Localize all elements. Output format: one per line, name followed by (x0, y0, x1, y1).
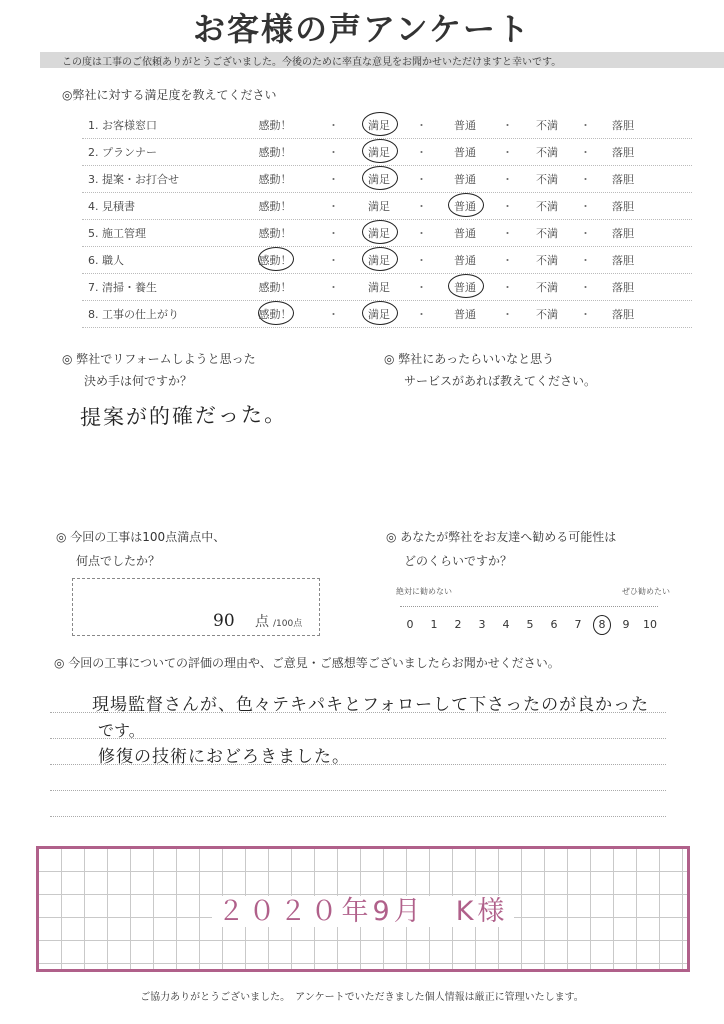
footer-note: ご協力ありがとうございました。 アンケートでいただきました個人情報は厳正に管理いたします。 (140, 992, 584, 1003)
row-label: 1. お客様窓口 (88, 119, 157, 132)
option-separator: ・ (416, 281, 427, 294)
rating-option[interactable]: 普通 (454, 254, 476, 267)
satisfaction-row (82, 139, 692, 166)
rating-option[interactable]: 満足 (354, 171, 404, 187)
rating-option[interactable]: 落胆 (612, 281, 634, 294)
option-separator: ・ (328, 254, 339, 267)
row-label: 4. 見積書 (88, 200, 135, 213)
option-separator: ・ (416, 173, 427, 186)
rating-option[interactable]: 感動！ (258, 227, 292, 240)
comment-line-1: 現場監督さんが、色々テキパキとフォローして下さったのが良かった (92, 695, 650, 715)
option-separator: ・ (502, 254, 513, 267)
rating-option[interactable]: 不満 (536, 254, 558, 267)
option-separator: ・ (580, 173, 591, 186)
row-label: 7. 清掃・養生 (88, 281, 157, 294)
scale-option[interactable]: 4 (502, 618, 510, 631)
comment-line-2: です。 (98, 721, 145, 740)
option-separator: ・ (416, 254, 427, 267)
row-label: 5. 施工管理 (88, 227, 146, 240)
comment-line-3: 修復の技術におどろきました。 (98, 747, 350, 767)
answer-line (50, 790, 666, 791)
option-separator: ・ (580, 227, 591, 240)
rating-option[interactable]: 満足 (354, 252, 404, 268)
satisfaction-row (82, 247, 692, 274)
rating-option[interactable]: 不満 (536, 146, 558, 159)
row-label: 6. 職人 (88, 254, 124, 267)
row-label: 3. 提案・お打合せ (88, 173, 179, 186)
option-separator: ・ (580, 254, 591, 267)
scale-line (400, 606, 658, 607)
scale-option[interactable]: 3 (478, 618, 486, 631)
rating-option[interactable]: 落胆 (612, 119, 634, 132)
option-separator: ・ (502, 146, 513, 159)
option-separator: ・ (580, 308, 591, 321)
option-separator: ・ (416, 119, 427, 132)
recommend-question-line2: どのくらいですか？ (404, 554, 513, 568)
scale-option[interactable]: 6 (550, 618, 558, 631)
rating-option[interactable]: 感動！ (258, 281, 292, 294)
answer-line (50, 816, 666, 817)
scale-option[interactable]: 1 (430, 618, 438, 631)
row-label: 8. 工事の仕上がり (88, 308, 179, 321)
satisfaction-row (82, 301, 692, 328)
services-question: ◎ 弊社にあったらいいなと思う (384, 352, 555, 366)
scale-option[interactable]: 7 (574, 618, 582, 631)
reform-answer: 提案が的確だった。 (79, 402, 288, 430)
option-separator: ・ (416, 146, 427, 159)
option-separator: ・ (328, 227, 339, 240)
score-question: ◎ 今回の工事は100点満点中、 (56, 530, 226, 544)
rating-option[interactable]: 感動！ (258, 200, 292, 213)
rating-option[interactable]: 満足 (354, 144, 404, 160)
rating-option[interactable]: 落胆 (612, 146, 634, 159)
satisfaction-row (82, 193, 692, 220)
scale-option[interactable]: 0 (406, 618, 414, 631)
satisfaction-heading: ◎弊社に対する満足度を教えてください (62, 88, 277, 102)
rating-option[interactable]: 不満 (536, 308, 558, 321)
services-question-line2: サービスがあれば教えてください。 (404, 374, 597, 388)
option-separator: ・ (580, 281, 591, 294)
score-box (72, 578, 320, 636)
rating-option[interactable]: 感動！ (258, 119, 292, 132)
option-separator: ・ (502, 119, 513, 132)
rating-option[interactable]: 普通 (454, 227, 476, 240)
score-question-line2: 何点でしたか？ (76, 554, 161, 568)
score-value: 90 (213, 611, 235, 631)
rating-option[interactable]: 落胆 (612, 308, 634, 321)
option-separator: ・ (328, 146, 339, 159)
option-separator: ・ (328, 119, 339, 132)
rating-option[interactable]: 満足 (354, 306, 404, 322)
rating-option[interactable]: 不満 (536, 173, 558, 186)
date-customer-stamp (39, 889, 687, 928)
rating-option[interactable]: 落胆 (612, 254, 634, 267)
option-separator: ・ (328, 200, 339, 213)
score-max: /100点 (273, 619, 303, 629)
option-separator: ・ (416, 227, 427, 240)
rating-option[interactable]: 不満 (536, 119, 558, 132)
rating-option[interactable]: 不満 (536, 227, 558, 240)
rating-option[interactable]: 普通 (454, 308, 476, 321)
satisfaction-row (82, 274, 692, 301)
option-separator: ・ (580, 146, 591, 159)
rating-option[interactable]: 落胆 (612, 227, 634, 240)
rating-option[interactable]: 普通 (454, 173, 476, 186)
option-separator: ・ (328, 173, 339, 186)
scale-right-label: ぜひ勧めたい (622, 587, 670, 596)
scale-left-label: 絶対に勧めない (396, 587, 452, 596)
rating-option[interactable]: 感動！ (250, 306, 300, 322)
page-title: お客様の声アンケート (192, 10, 532, 48)
rating-option[interactable]: 満足 (368, 200, 390, 213)
rating-option[interactable]: 満足 (354, 225, 404, 241)
option-separator: ・ (416, 308, 427, 321)
scale-option[interactable]: 5 (526, 618, 534, 631)
rating-option[interactable]: 落胆 (612, 200, 634, 213)
rating-option[interactable]: 満足 (368, 281, 390, 294)
rating-option[interactable]: 感動！ (250, 252, 300, 268)
option-separator: ・ (580, 119, 591, 132)
option-separator: ・ (502, 227, 513, 240)
option-separator: ・ (328, 308, 339, 321)
rating-option[interactable]: 感動！ (258, 173, 292, 186)
option-separator: ・ (580, 200, 591, 213)
satisfaction-row (82, 220, 692, 247)
row-label: 2. プランナー (88, 146, 157, 159)
option-separator: ・ (328, 281, 339, 294)
rating-option[interactable]: 感動！ (258, 146, 292, 159)
option-separator: ・ (502, 281, 513, 294)
score-unit: 点 (255, 614, 269, 630)
rating-option[interactable]: 普通 (454, 146, 476, 159)
option-separator: ・ (416, 200, 427, 213)
intro-text: この度は工事のご依頼ありがとうございました。今後のために率直な意見をお聞かせいただけますと幸いです。 (62, 57, 562, 68)
option-separator: ・ (502, 308, 513, 321)
scale-option[interactable]: 8 (592, 618, 612, 631)
comments-question: ◎ 今回の工事についての評価の理由や、ご意見・ご感想等ございましたらお聞かせください。 (54, 656, 560, 670)
scale-option[interactable]: 10 (643, 618, 657, 631)
recommend-question: ◎ あなたが弊社をお友達へ勧める可能性は (386, 530, 617, 544)
satisfaction-row (82, 112, 692, 139)
stamp-box (36, 846, 690, 972)
satisfaction-row (82, 166, 692, 193)
rating-option[interactable]: 落胆 (612, 173, 634, 186)
rating-option[interactable]: 普通 (440, 279, 490, 295)
rating-option[interactable]: 不満 (536, 281, 558, 294)
reform-question: ◎ 弊社でリフォームしようと思った (62, 352, 256, 366)
rating-option[interactable]: 不満 (536, 200, 558, 213)
option-separator: ・ (502, 200, 513, 213)
rating-option[interactable]: 満足 (354, 117, 404, 133)
scale-option[interactable]: 9 (622, 618, 630, 631)
reform-question-line2: 決め手は何ですか？ (84, 374, 193, 388)
scale-option[interactable]: 2 (454, 618, 462, 631)
stamp-text: ２０２０年9月 K様 (212, 896, 515, 927)
option-separator: ・ (502, 173, 513, 186)
rating-option[interactable]: 普通 (454, 119, 476, 132)
rating-option[interactable]: 普通 (440, 198, 490, 214)
